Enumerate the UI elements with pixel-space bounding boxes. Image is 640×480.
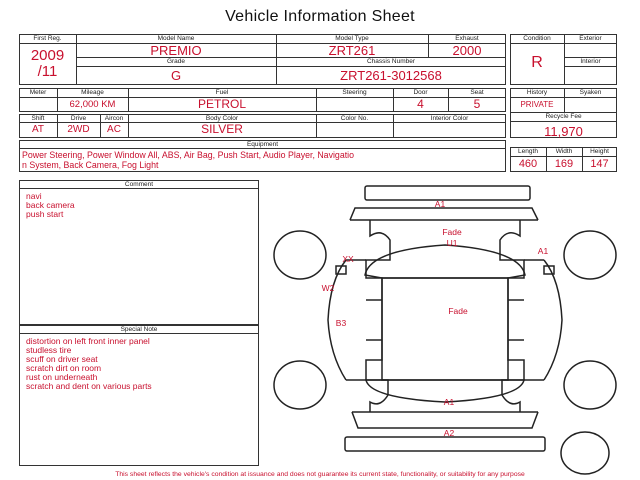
windshield bbox=[365, 245, 525, 278]
door-label: Door bbox=[413, 89, 428, 96]
special-note-item: distortion on left front inner panel bbox=[26, 336, 150, 346]
height-label: Height bbox=[590, 148, 609, 155]
grade-value: G bbox=[170, 68, 182, 83]
body-color-value: SILVER bbox=[201, 122, 243, 136]
length-label: Length bbox=[518, 148, 538, 155]
special-note-item: scratch dirt on room bbox=[26, 363, 102, 373]
model-name-value: PREMIO bbox=[150, 43, 202, 58]
chassis-number-value: ZRT261-3012568 bbox=[340, 68, 442, 83]
damage-mark-trunk: A1 bbox=[443, 397, 455, 407]
seat-value: 5 bbox=[473, 97, 481, 111]
damage-mark-hood-fade: Fade bbox=[442, 227, 462, 237]
model-type-label: Model Type bbox=[335, 35, 369, 42]
recycle-fee-label: Recycle Fee bbox=[545, 113, 582, 120]
history-value: PRIVATE bbox=[520, 100, 554, 109]
special-note-item: rust on underneath bbox=[26, 372, 98, 382]
drive-value: 2WD bbox=[67, 124, 90, 135]
comment-list bbox=[26, 192, 75, 219]
car-damage-diagram bbox=[270, 180, 620, 475]
front-bumper bbox=[365, 186, 530, 200]
model-name-label: Model Name bbox=[157, 35, 195, 42]
damage-mark-hood: U1 bbox=[446, 238, 458, 248]
mileage-label: Mileage bbox=[81, 89, 104, 96]
roof bbox=[382, 278, 508, 380]
disclaimer: This sheet reflects the vehicle's condition at issuance and does not guarantee its current state, functionality, or suitability for any purpose bbox=[115, 471, 525, 478]
equipment-line-1: Power Steering, Power Window All, ABS, Air Bag, Push Start, Audio Player, Navigatio bbox=[22, 150, 355, 160]
page-title: Vehicle Information Sheet bbox=[225, 8, 415, 25]
aircon-value: AC bbox=[107, 124, 121, 135]
special-note-list bbox=[26, 337, 152, 391]
grade-label: Grade bbox=[166, 58, 186, 65]
rear-bumper bbox=[345, 437, 545, 451]
color-no-label: Color No. bbox=[340, 115, 369, 122]
chassis-number-label: Chassis Number bbox=[366, 58, 416, 65]
wheel-rear-left bbox=[274, 361, 326, 409]
damage-mark-left-front: XX bbox=[342, 254, 354, 264]
length-value: 460 bbox=[518, 158, 538, 170]
fuel-value: PETROL bbox=[197, 97, 246, 111]
wheel-rear-right bbox=[564, 361, 616, 409]
seat-label: Seat bbox=[470, 89, 484, 96]
damage-mark-front: A1 bbox=[434, 199, 446, 209]
exterior-label: Exterior bbox=[579, 35, 602, 42]
interior-label: Interior bbox=[580, 58, 601, 65]
damage-mark-roof: Fade bbox=[448, 306, 468, 316]
comment-item: navi bbox=[26, 191, 42, 201]
mileage-value: 62,000 KM bbox=[69, 99, 116, 110]
equipment-line-2: n System, Back Camera, Fog Light bbox=[22, 160, 159, 170]
shift-label: Shift bbox=[31, 115, 45, 122]
exhaust-label: Exhaust bbox=[455, 35, 479, 42]
damage-mark-rear: A2 bbox=[443, 428, 455, 438]
first-reg-year: 2009 bbox=[30, 47, 65, 64]
right-side bbox=[544, 260, 562, 380]
special-note-item: studless tire bbox=[26, 345, 72, 355]
condition-value: R bbox=[531, 54, 543, 71]
steering-label: Steering bbox=[342, 89, 367, 96]
comment-label: Comment bbox=[124, 181, 154, 188]
wheel-front-left bbox=[274, 231, 326, 279]
wheel-front-right bbox=[564, 231, 616, 279]
width-label: Width bbox=[555, 148, 573, 155]
fuel-label: Fuel bbox=[215, 89, 229, 96]
interior-color-label: Interior Color bbox=[430, 115, 469, 122]
width-value: 169 bbox=[554, 158, 574, 170]
syaken-label: Syaken bbox=[579, 89, 602, 96]
model-type-value: ZRT261 bbox=[328, 43, 376, 58]
damage-mark-right-front: A1 bbox=[537, 246, 549, 256]
drive-label: Drive bbox=[70, 115, 87, 122]
special-note-label: Special Note bbox=[120, 326, 158, 333]
door-value: 4 bbox=[417, 97, 424, 111]
body-color-label: Body Color bbox=[205, 115, 239, 122]
spare-wheel bbox=[561, 432, 609, 474]
shift-value: AT bbox=[31, 124, 45, 135]
first-reg-label: First Reg. bbox=[33, 35, 62, 42]
comment-item: push start bbox=[26, 209, 64, 219]
equipment-label: Equipment bbox=[246, 141, 279, 148]
body-outline bbox=[366, 220, 524, 412]
special-note-item: scratch and dent on various parts bbox=[26, 381, 152, 391]
comment-item: back camera bbox=[26, 200, 75, 210]
first-reg-month: /11 bbox=[37, 63, 58, 80]
special-note-item: scuff on driver seat bbox=[26, 354, 98, 364]
history-label: History bbox=[526, 89, 548, 96]
damage-mark-left-rear: B3 bbox=[335, 318, 347, 328]
front-panel bbox=[350, 208, 538, 220]
exhaust-value: 2000 bbox=[452, 43, 482, 58]
height-value: 147 bbox=[590, 158, 609, 170]
aircon-label: Aircon bbox=[104, 115, 124, 122]
rear-panel bbox=[352, 412, 538, 428]
meter-label: Meter bbox=[29, 89, 47, 96]
condition-label: Condition bbox=[523, 35, 551, 42]
recycle-fee-value: 11,970 bbox=[544, 124, 583, 139]
damage-mark-left-door: W2 bbox=[321, 283, 335, 293]
